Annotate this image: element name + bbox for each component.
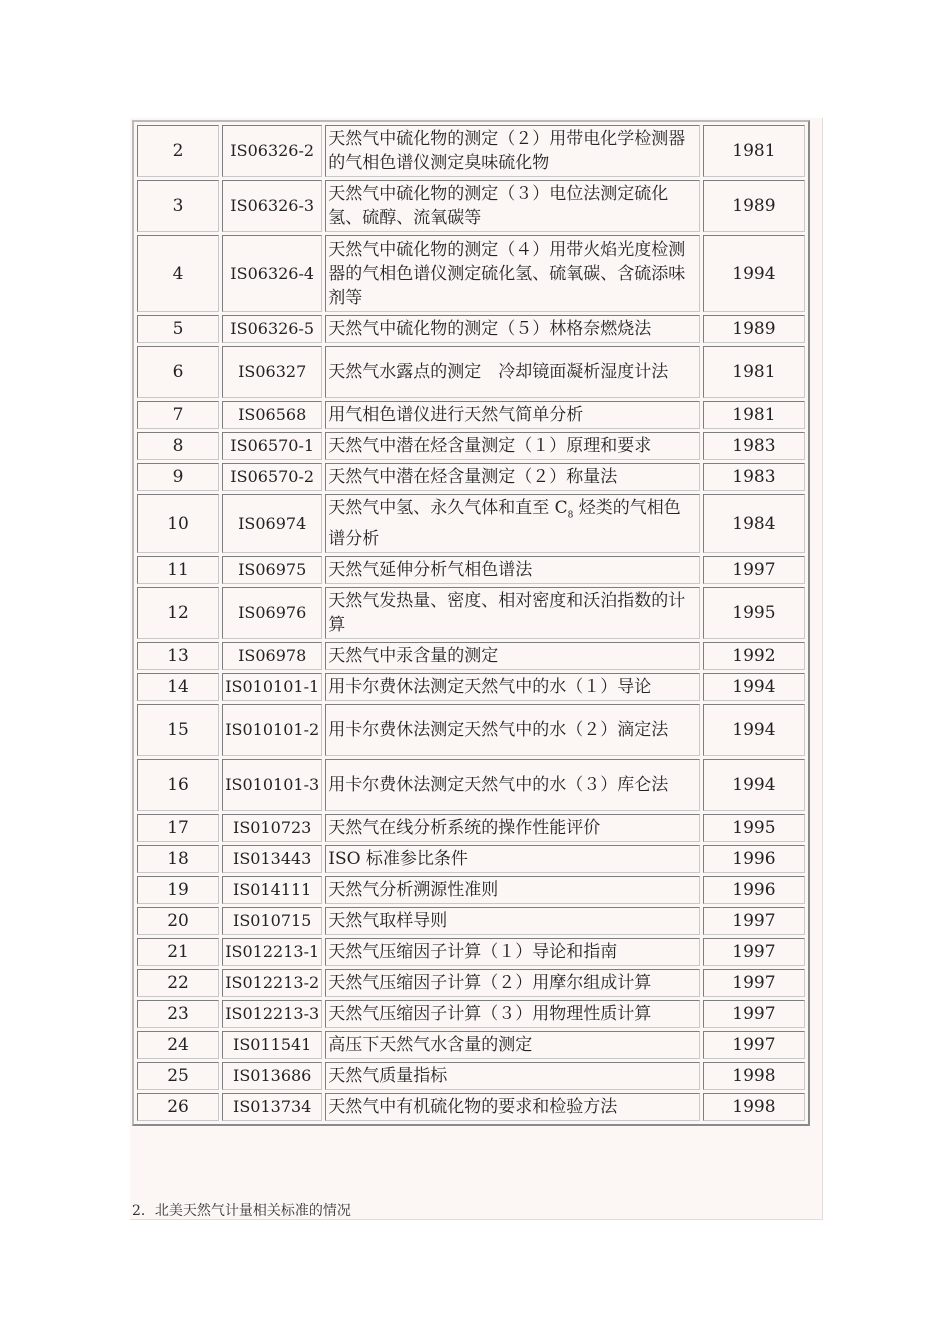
standard-code: IS06974 (222, 494, 322, 553)
table-row (137, 673, 805, 701)
table-row (137, 494, 805, 553)
publication-year: 1984 (703, 494, 805, 553)
publication-year: 1995 (703, 814, 805, 842)
row-number: 9 (137, 463, 219, 491)
publication-year: 1997 (703, 969, 805, 997)
table-row (137, 346, 805, 398)
table-row (137, 235, 805, 312)
row-number: 6 (137, 346, 219, 398)
section-caption: 2．北美天然气计量相关标准的情况 (132, 1203, 351, 1219)
standard-title: 用气相色谱仪进行天然气简单分析 (325, 401, 700, 429)
standard-title: 天然气压缩因子计算（２）用摩尔组成计算 (325, 969, 700, 997)
row-number: 18 (137, 845, 219, 873)
row-number: 13 (137, 642, 219, 670)
table-row (137, 876, 805, 904)
standard-title: 天然气中硫化物的测定（３）电位法测定硫化氢、硫醇、流氧碳等 (325, 180, 700, 232)
row-number: 21 (137, 938, 219, 966)
publication-year: 1998 (703, 1093, 805, 1121)
standard-title: 天然气压缩因子计算（１）导论和指南 (325, 938, 700, 966)
standard-code: IS012213-1 (222, 938, 322, 966)
publication-year: 1981 (703, 125, 805, 177)
publication-year: 1994 (703, 704, 805, 756)
content-panel (130, 118, 823, 1220)
publication-year: 1997 (703, 907, 805, 935)
standard-title: 天然气中有机硫化物的要求和检验方法 (325, 1093, 700, 1121)
row-number: 11 (137, 556, 219, 584)
standard-title: 天然气中汞含量的测定 (325, 642, 700, 670)
table-row (137, 845, 805, 873)
publication-year: 1983 (703, 463, 805, 491)
standard-title: 用卡尔费休法测定天然气中的水（３）库仑法 (325, 759, 700, 811)
row-number: 20 (137, 907, 219, 935)
standards-table (132, 120, 810, 1126)
table-row (137, 1000, 805, 1028)
table-row (137, 125, 805, 177)
publication-year: 1994 (703, 673, 805, 701)
standard-title: 天然气发热量、密度、相对密度和沃泊指数的计算 (325, 587, 700, 639)
standard-code: IS06978 (222, 642, 322, 670)
publication-year: 1989 (703, 315, 805, 343)
standard-title-subscript: 8 (567, 510, 574, 521)
row-number: 7 (137, 401, 219, 429)
standard-code: IS013686 (222, 1062, 322, 1090)
row-number: 3 (137, 180, 219, 232)
standard-title: 用卡尔费休法测定天然气中的水（２）滴定法 (325, 704, 700, 756)
table-row (137, 401, 805, 429)
table-row (137, 969, 805, 997)
standard-title: 天然气在线分析系统的操作性能评价 (325, 814, 700, 842)
table-row (137, 1031, 805, 1059)
standard-code: IS06975 (222, 556, 322, 584)
publication-year: 1992 (703, 642, 805, 670)
publication-year: 1981 (703, 346, 805, 398)
publication-year: 1997 (703, 1000, 805, 1028)
table-row (137, 907, 805, 935)
standard-code: IS06326-5 (222, 315, 322, 343)
standard-code: IS014111 (222, 876, 322, 904)
row-number: 14 (137, 673, 219, 701)
table-row (137, 704, 805, 756)
row-number: 26 (137, 1093, 219, 1121)
publication-year: 1983 (703, 432, 805, 460)
standard-code: IS06326-3 (222, 180, 322, 232)
standard-code: IS010101-3 (222, 759, 322, 811)
table-row (137, 315, 805, 343)
publication-year: 1997 (703, 938, 805, 966)
row-number: 12 (137, 587, 219, 639)
standard-code: IS010715 (222, 907, 322, 935)
standard-title: 天然气中硫化物的测定（４）用带火焰光度检测器的气相色谱仪测定硫化氢、硫氧碳、含硫添味剂等 (325, 235, 700, 312)
publication-year: 1995 (703, 587, 805, 639)
standard-code: IS06976 (222, 587, 322, 639)
table-row (137, 556, 805, 584)
publication-year: 1981 (703, 401, 805, 429)
standard-code: IS013443 (222, 845, 322, 873)
row-number: 15 (137, 704, 219, 756)
standard-title: 天然气分析溯源性准则 (325, 876, 700, 904)
standard-title: 用卡尔费休法测定天然气中的水（１）导论 (325, 673, 700, 701)
table-row (137, 180, 805, 232)
standard-title: 天然气压缩因子计算（３）用物理性质计算 (325, 1000, 700, 1028)
standard-code: IS06327 (222, 346, 322, 398)
table-row (137, 759, 805, 811)
table-row (137, 938, 805, 966)
table-row (137, 587, 805, 639)
table-row (137, 432, 805, 460)
row-number: 24 (137, 1031, 219, 1059)
standard-title: 天然气水露点的测定 冷却镜面凝析湿度计法 (325, 346, 700, 398)
row-number: 4 (137, 235, 219, 312)
standard-code: IS010723 (222, 814, 322, 842)
publication-year: 1997 (703, 556, 805, 584)
row-number: 8 (137, 432, 219, 460)
standard-code: IS06570-2 (222, 463, 322, 491)
publication-year: 1994 (703, 235, 805, 312)
row-number: 19 (137, 876, 219, 904)
standards-table-body (137, 125, 805, 1121)
table-row (137, 814, 805, 842)
publication-year: 1989 (703, 180, 805, 232)
standard-code: IS06326-4 (222, 235, 322, 312)
standard-title (325, 494, 700, 553)
standard-code: IS010101-1 (222, 673, 322, 701)
standard-title: 高压下天然气水含量的测定 (325, 1031, 700, 1059)
standard-code: IS013734 (222, 1093, 322, 1121)
publication-year: 1996 (703, 845, 805, 873)
standard-title: 天然气取样导则 (325, 907, 700, 935)
table-row (137, 642, 805, 670)
table-row (137, 463, 805, 491)
standard-code: IS012213-3 (222, 1000, 322, 1028)
standard-code: IS010101-2 (222, 704, 322, 756)
publication-year: 1994 (703, 759, 805, 811)
standard-title: ISO 标准参比条件 (325, 845, 700, 873)
row-number: 10 (137, 494, 219, 553)
publication-year: 1996 (703, 876, 805, 904)
standard-code: IS06326-2 (222, 125, 322, 177)
row-number: 17 (137, 814, 219, 842)
publication-year: 1997 (703, 1031, 805, 1059)
standard-code: IS011541 (222, 1031, 322, 1059)
row-number: 16 (137, 759, 219, 811)
standard-title-part: 天然气中氢、永久气体和直至 C (328, 498, 568, 518)
table-row (137, 1062, 805, 1090)
standard-title: 天然气中硫化物的测定（５）林格奈燃烧法 (325, 315, 700, 343)
row-number: 2 (137, 125, 219, 177)
table-row (137, 1093, 805, 1121)
row-number: 25 (137, 1062, 219, 1090)
standard-code: IS06568 (222, 401, 322, 429)
standard-code: IS012213-2 (222, 969, 322, 997)
standard-title: 天然气中硫化物的测定（２）用带电化学检测器的气相色谱仪测定臭味硫化物 (325, 125, 700, 177)
standard-title: 天然气延伸分析气相色谱法 (325, 556, 700, 584)
standard-title: 天然气质量指标 (325, 1062, 700, 1090)
row-number: 22 (137, 969, 219, 997)
row-number: 5 (137, 315, 219, 343)
publication-year: 1998 (703, 1062, 805, 1090)
row-number: 23 (137, 1000, 219, 1028)
standard-title: 天然气中潜在烃含量测定（２）称量法 (325, 463, 700, 491)
standard-title-part: 烃类的气相色谱分析 (328, 498, 681, 550)
standard-code: IS06570-1 (222, 432, 322, 460)
standard-title: 天然气中潜在烃含量测定（１）原理和要求 (325, 432, 700, 460)
